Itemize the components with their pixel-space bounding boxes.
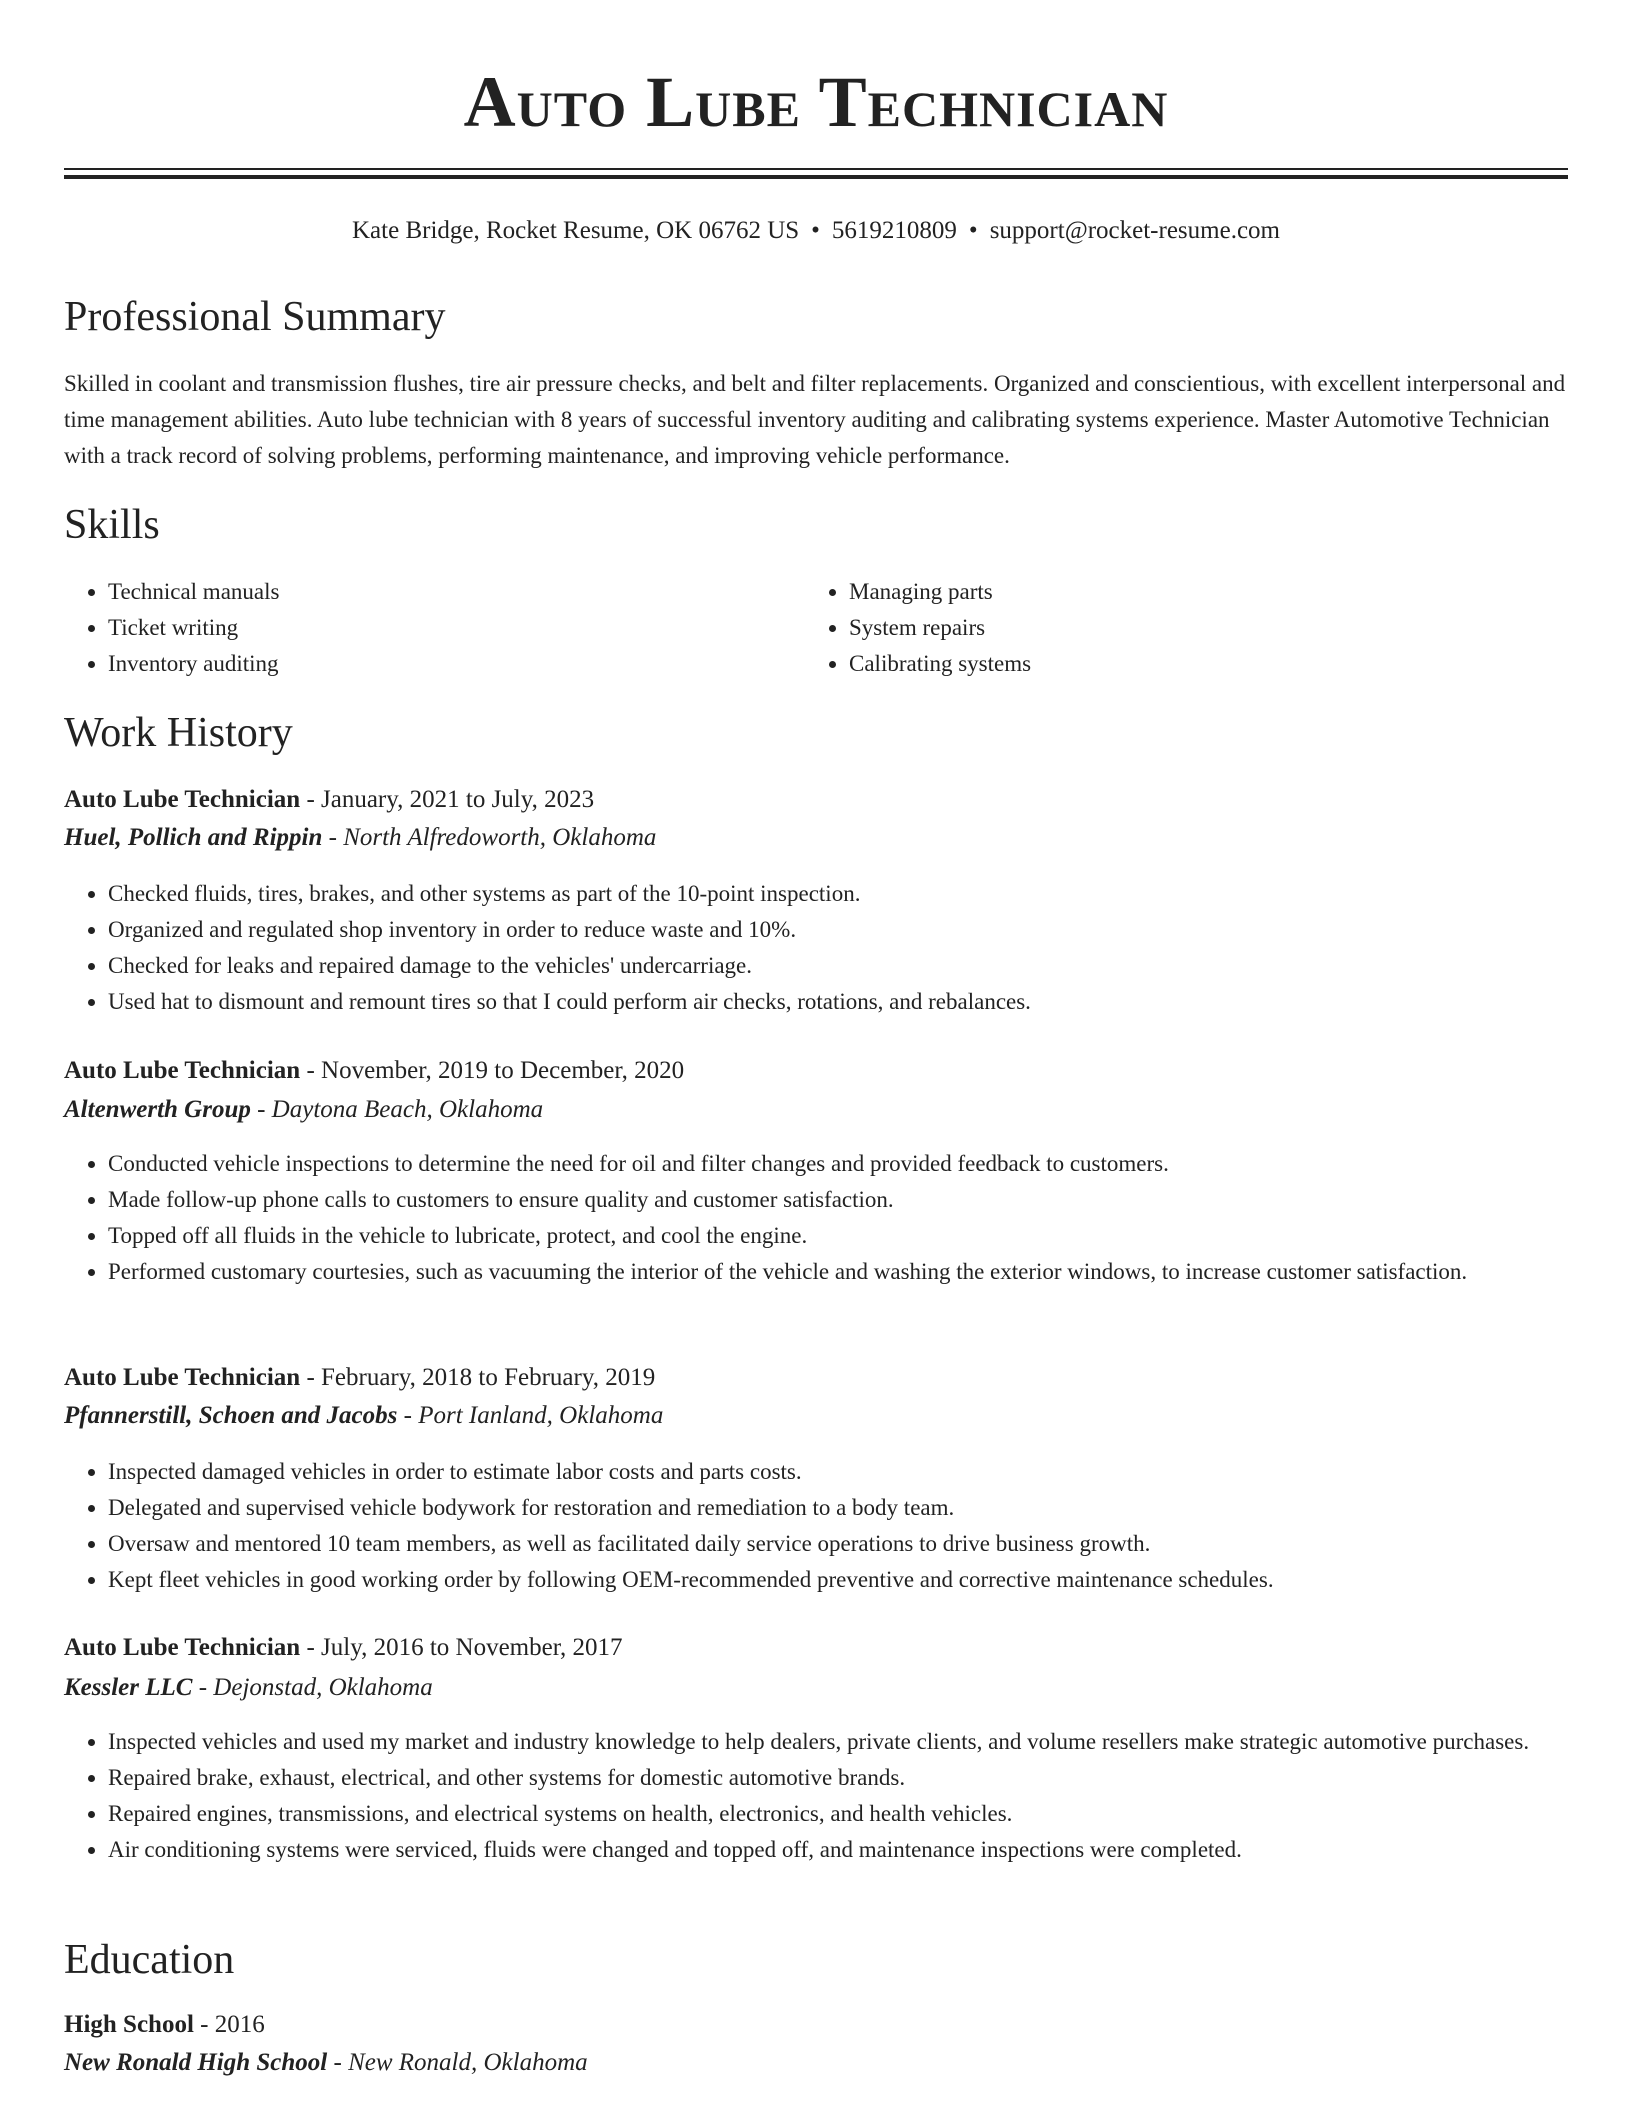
job-title-line [64,1631,623,1665]
education-school-line [64,2046,588,2080]
job-bullets [64,876,1568,1020]
job-bullet: • Conducted vehicle inspections to determine the need for oil and filter changes and provided feedback to customers. [108,1146,1568,1182]
skills-list-right [805,574,1549,682]
education-location: - New Ronald, Oklahoma [327,2049,588,2076]
job-bullet: • Performed customary courtesies, such as vacuuming the interior of the vehicle and washing the exterior windows, to increase customer satisfaction. [108,1254,1568,1290]
job-bullet: • Oversaw and mentored 10 team members, as well as facilitated daily service operations to drive business growth. [108,1526,1568,1562]
job-employer-line [64,1399,663,1433]
title-rule-thin [64,168,1568,170]
job-bullet: • Topped off all fluids in the vehicle to lubricate, protect, and cool the engine. [108,1218,1568,1254]
education-degree-line [64,2008,265,2042]
contact-separator: • [968,217,978,244]
job-bullet: • Repaired brake, exhaust, electrical, and other systems for domestic automotive brands. [108,1760,1568,1796]
job-location: - Dejonstad, Oklahoma [192,1674,433,1701]
job-bullets [64,1454,1568,1598]
job-bullet: • Checked for leaks and repaired damage to the vehicles' undercarriage. [108,948,1568,984]
job-bullet: • Air conditioning systems were serviced, fluids were changed and topped off, and maintenance inspections were completed. [108,1832,1568,1868]
job-title: Auto Lube Technician [64,1364,301,1391]
summary-heading: Professional Summary [64,294,446,340]
job-title: Auto Lube Technician [64,1057,301,1084]
job-company: Pfannerstill, Schoen and Jacobs [64,1402,398,1429]
work-heading: Work History [64,710,293,756]
education-degree: High School [64,2011,194,2038]
skills-list-left [64,574,768,682]
job-company: Altenwerth Group [64,1096,251,1123]
skill-item: • Ticket writing [108,610,768,646]
job-title: Auto Lube Technician [64,786,301,813]
education-school: New Ronald High School [64,2049,328,2076]
job-bullets [64,1724,1568,1868]
job-bullet: • Delegated and supervised vehicle bodywork for restoration and remediation to a body team. [108,1490,1568,1526]
job-dates: - February, 2018 to February, 2019 [300,1364,656,1391]
contact-phone: 5619210809 [831,217,957,244]
job-employer-line [64,1093,543,1127]
job-bullet: • Checked fluids, tires, brakes, and other systems as part of the 10-point inspection. [108,876,1568,912]
job-location: - Daytona Beach, Oklahoma [250,1096,544,1123]
contact-separator: • [811,217,820,244]
job-bullet: • Made follow-up phone calls to customers to ensure quality and customer satisfaction. [108,1182,1568,1218]
contact-address: Kate Bridge, Rocket Resume, OK 06762 US [352,217,800,244]
job-dates: - July, 2016 to November, 2017 [300,1634,623,1661]
education-heading: Education [64,1937,235,1983]
job-bullet: • Kept fleet vehicles in good working order by following OEM-recommended preventive and corrective maintenance schedules. [108,1562,1568,1598]
job-bullets [64,1146,1568,1290]
job-title-line [64,1361,655,1395]
resume-title: Auto Lube Technician [463,62,1169,142]
job-dates: - November, 2019 to December, 2020 [300,1057,685,1084]
contact-line [64,216,1568,246]
title-rule-thick [64,175,1568,179]
job-title: Auto Lube Technician [64,1634,301,1661]
summary-text: Skilled in coolant and transmission flushes, tire air pressure checks, and belt and filter replacements. Organized and conscientious, with excellent interpersonal and time management abilities. Auto lube technician with 8 years of successful inventory auditing and calibrating systems experience. Master Automotive Technician with a track record of solving problems, performing maintenance, and improving vehicle performance. [64,371,1566,468]
skill-item: • Technical manuals [108,574,768,610]
skill-item: • Calibrating systems [849,646,1549,682]
skill-item: • Managing parts [849,574,1549,610]
job-company: Kessler LLC [64,1674,193,1701]
skills-heading: Skills [64,502,160,548]
job-bullet: • Used hat to dismount and remount tires so that I could perform air checks, rotations, and rebalances. [108,984,1568,1020]
job-title-line [64,783,594,817]
job-bullet: • Inspected vehicles and used my market and industry knowledge to help dealers, private clients, and volume resellers make strategic automotive purchases. [108,1724,1568,1760]
job-location: - North Alfredoworth, Oklahoma [322,824,657,851]
job-dates: - January, 2021 to July, 2023 [300,786,595,813]
job-location: - Port Ianland, Oklahoma [397,1402,664,1429]
job-bullet: • Inspected damaged vehicles in order to estimate labor costs and parts costs. [108,1454,1568,1490]
contact-email[interactable]: support@rocket-resume.com [989,217,1280,244]
job-title-line [64,1054,684,1088]
job-company: Huel, Pollich and Rippin [64,824,323,851]
skill-item: • System repairs [849,610,1549,646]
skill-item: • Inventory auditing [108,646,768,682]
job-bullet: • Organized and regulated shop inventory in order to reduce waste and 10%. [108,912,1568,948]
job-employer-line [64,821,656,855]
job-employer-line [64,1671,433,1705]
education-year: - 2016 [193,2011,265,2038]
job-bullet: • Repaired engines, transmissions, and electrical systems on health, electronics, and health vehicles. [108,1796,1568,1832]
